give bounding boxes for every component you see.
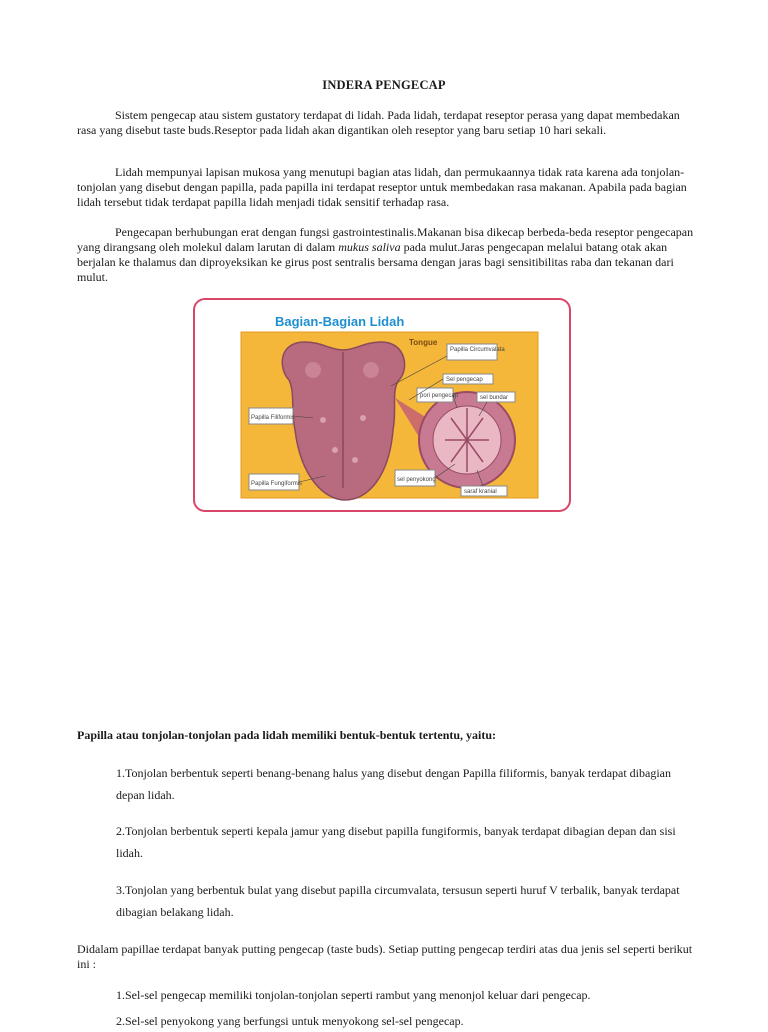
list-item: 1.Tonjolan berbentuk seperti benang-benang halus yang disebut dengan Papilla filiformis, banyak terdapat dibagian depan lidah.: [116, 766, 671, 802]
label-sel-bundar: sel bundar: [480, 395, 509, 401]
taste-bud-cells: [445, 408, 489, 472]
paragraph-3-start: Pengecapan berhubungan erat dengan fungsi gastrointestinalis.Makanan bisa dikecap berbeda-beda reseptor pengecapan yang dirangsang oleh molekul dalam larutan di dalam: [77, 225, 694, 254]
label-sel-penyokong: sel penyokong: [397, 477, 436, 483]
tongue-papilla-dot: [352, 457, 358, 463]
paragraph-1: [77, 108, 697, 138]
label-saraf-kranial: saraf kranial: [464, 489, 497, 495]
list-item: 3.Tonjolan yang berbentuk bulat yang disebut papilla circumvalata, tersusun seperti huruf V terbalik, banyak terdapat dibagian belakang lidah.: [116, 883, 680, 919]
section-subheading: Papilla atau tonjolan-tonjolan pada lidah memiliki bentuk-bentuk tertentu, yaitu:: [77, 728, 497, 742]
tongue-papilla-dot: [360, 415, 366, 421]
paragraph-taste-buds: Didalam papillae terdapat banyak putting pengecap (taste buds). Setiap putting pengecap terdiri atas dua jenis sel seperti berikut ini :: [77, 942, 693, 971]
paragraph-1-text: Sistem pengecap atau sistem gustatory terdapat di lidah. Pada lidah, terdapat reseptor perasa yang dapat membedakan rasa yang disebut taste buds.Reseptor pada lidah akan digantikan oleh reseptor yang baru setiap 10 hari sekali.: [77, 108, 680, 137]
document-title: INDERA PENGECAP: [322, 78, 446, 92]
paragraph-2: [77, 165, 697, 210]
list-item: 2.Tonjolan berbentuk seperti kepala jamur yang disebut papilla fungiformis, banyak terdapat dibagian depan dan sisi lidah.: [116, 824, 676, 860]
tongue-papilla-dot: [332, 447, 338, 453]
tongue-figure: [193, 298, 571, 512]
paragraph-3-end: pada mulut.Jaras pengecapan melalui batang otak akan berjalan ke thalamus dan diproyeksikan ke girus post sentralis bersama dengan jaras bagi sensitibilitas raba dan tekanan dari mulut.: [77, 240, 674, 284]
paragraph-3: [77, 225, 697, 285]
figure-heading: Bagian-Bagian Lidah: [275, 314, 405, 329]
tongue-diagram: [195, 300, 569, 510]
tongue-papilla-bump: [305, 362, 321, 378]
cell-list-item: 2.Sel-sel penyokong yang berfungsi untuk menyokong sel-sel pengecap.: [116, 1014, 464, 1028]
label-filiformis: Papilla Filiformis: [251, 415, 295, 421]
label-circumvalata: Papilla Circumvalata: [450, 347, 505, 353]
label-pori-pengecap: pori pengecap: [420, 393, 459, 399]
label-fungiformis: Papilla Fungiformis: [251, 481, 303, 487]
tongue-label: Tongue: [409, 338, 438, 347]
tongue-papilla-bump: [363, 362, 379, 378]
label-sel-pengecap: Sel pengecap: [446, 377, 483, 383]
cell-list-item: 1.Sel-sel pengecap memiliki tonjolan-tonjolan seperti rambut yang menonjol keluar dari pengecap.: [116, 988, 591, 1002]
tongue-papilla-dot: [320, 417, 326, 423]
paragraph-3-italic: mukus saliva: [338, 240, 401, 254]
paragraph-2-text: Lidah mempunyai lapisan mukosa yang menutupi bagian atas lidah, dan permukaannya tidak rata karena ada tonjolan-tonjolan yang disebut dengan papilla, pada papilla ini terdapat reseptor untuk membedakan rasa makanan. Apabila pada bagian lidah tersebut tidak terdapat papilla lidah menjadi tidak sensitif terhadap rasa.: [77, 165, 687, 209]
